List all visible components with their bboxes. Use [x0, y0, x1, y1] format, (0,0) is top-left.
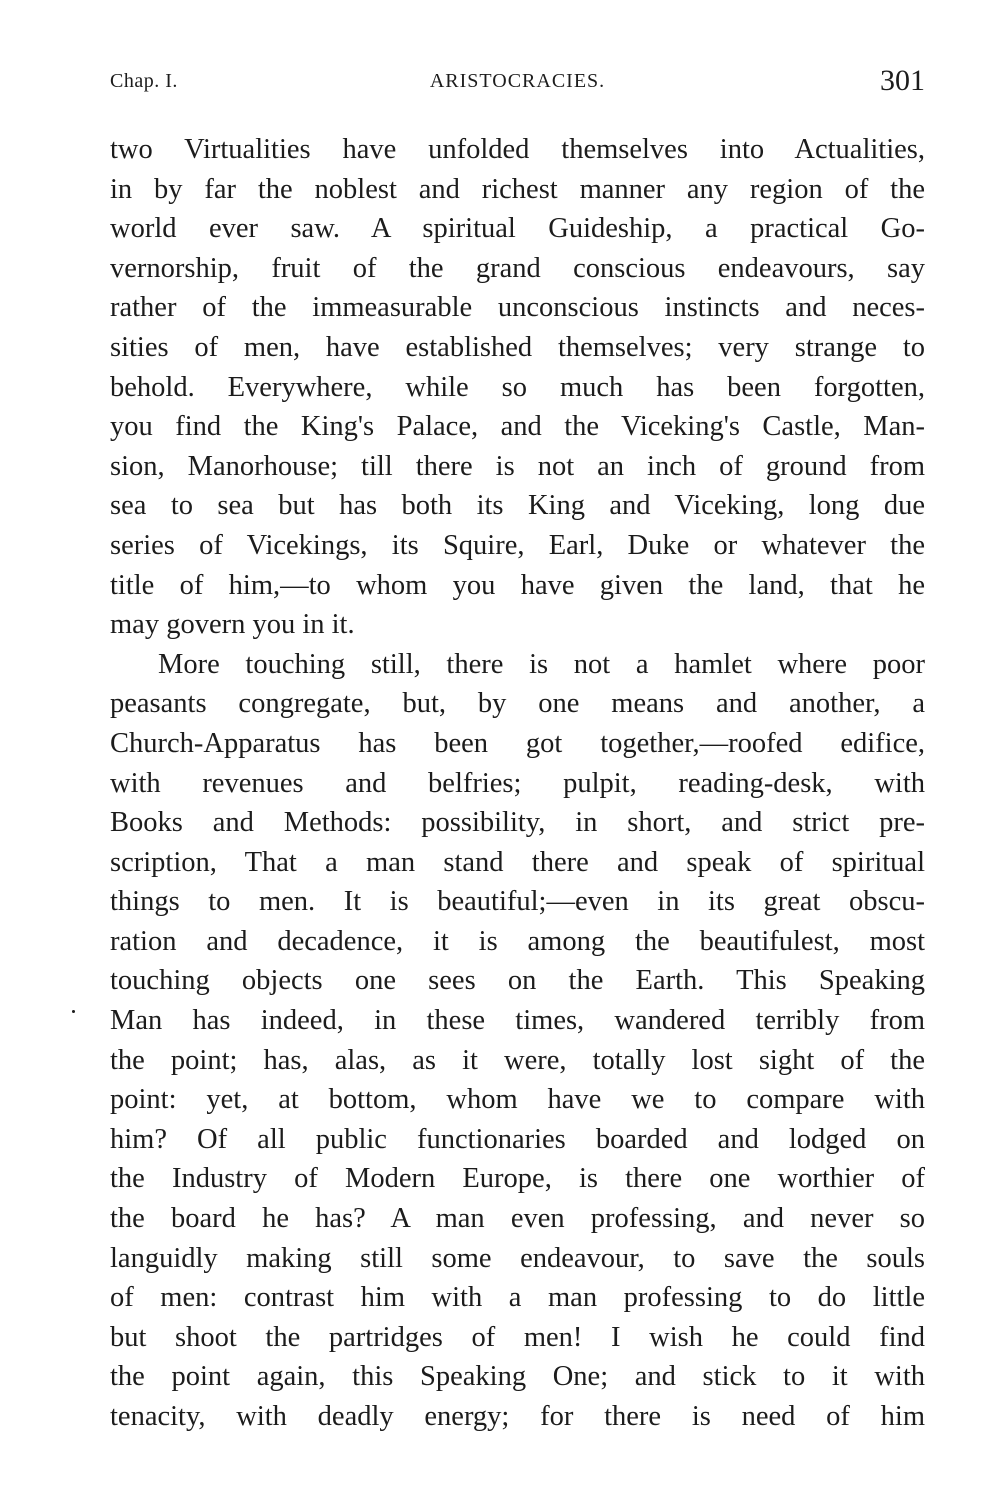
margin-speck	[72, 1010, 75, 1013]
paragraph-1	[110, 130, 925, 645]
text-line: point: yet, at bottom, whom have we to compare with	[110, 1084, 925, 1116]
text-line: two Virtualities have unfolded themselves into Actualities,	[110, 134, 925, 165]
text-line: languidly making still some endeavour, to save the souls	[110, 1242, 925, 1274]
text-line: tenacity, with deadly energy; for there is need of him	[110, 1401, 925, 1432]
text-line: behold. Everywhere, while so much has been forgotten,	[110, 371, 925, 403]
text-line: sea to sea but has both its King and Viceking, long due	[110, 490, 925, 522]
text-line: sities of men, have established themselves; very strange to	[110, 331, 925, 363]
text-line: the board he has? A man even professing, and never so	[110, 1203, 925, 1235]
text-line: world ever saw. A spiritual Guideship, a practical Go-	[110, 213, 925, 245]
body-text	[110, 130, 925, 1437]
text-line: peasants congregate, but, by one means and another, a	[110, 688, 925, 720]
text-line: in by far the noblest and richest manner any region of the	[110, 173, 925, 205]
text-line: with revenues and belfries; pulpit, reading-desk, with	[110, 767, 925, 799]
text-line: Books and Methods: possibility, in short, and strict pre-	[110, 807, 925, 839]
text-line: of men: contrast him with a man professing to do little	[110, 1282, 925, 1314]
text-line: scription, That a man stand there and speak of spiritual	[110, 846, 925, 878]
text-line: the Industry of Modern Europe, is there one worthier of	[110, 1163, 925, 1195]
text-line: rather of the immeasurable unconscious instincts and neces-	[110, 292, 925, 324]
text-line: More touching still, there is not a hamlet where poor	[158, 648, 925, 680]
paragraph-2	[110, 645, 925, 1437]
text-line: the point again, this Speaking One; and stick to it with	[110, 1361, 925, 1393]
running-head	[110, 64, 925, 104]
text-line: Man has indeed, in these times, wandered terribly from	[110, 1005, 925, 1037]
text-line: title of him,—to whom you have given the land, that he	[110, 569, 925, 601]
text-line: sion, Manorhouse; till there is not an inch of ground from	[110, 450, 925, 482]
text-line: him? Of all public functionaries boarded and lodged on	[110, 1123, 925, 1155]
running-title: ARISTOCRACIES.	[429, 70, 606, 92]
text-line: touching objects one sees on the Earth. This Speaking	[110, 965, 925, 997]
text-line: ration and decadence, it is among the beautifulest, most	[110, 925, 925, 957]
text-line: series of Vicekings, its Squire, Earl, Duke or whatever the	[110, 529, 925, 561]
text-line: may govern you in it.	[110, 609, 355, 641]
text-line: vernorship, fruit of the grand conscious endeavours, say	[110, 252, 925, 284]
text-line: things to men. It is beautiful;—even in its great obscu-	[110, 886, 925, 918]
page-number: 301	[880, 64, 925, 97]
text-line: but shoot the partridges of men! I wish he could find	[110, 1321, 925, 1353]
chapter-label: Chap. I.	[110, 70, 178, 92]
text-line: the point; has, alas, as it were, totally lost sight of the	[110, 1044, 925, 1076]
text-line: Church-Apparatus has been got together,—roofed edifice,	[110, 727, 925, 759]
text-line: you find the King's Palace, and the Viceking's Castle, Man-	[110, 411, 925, 443]
